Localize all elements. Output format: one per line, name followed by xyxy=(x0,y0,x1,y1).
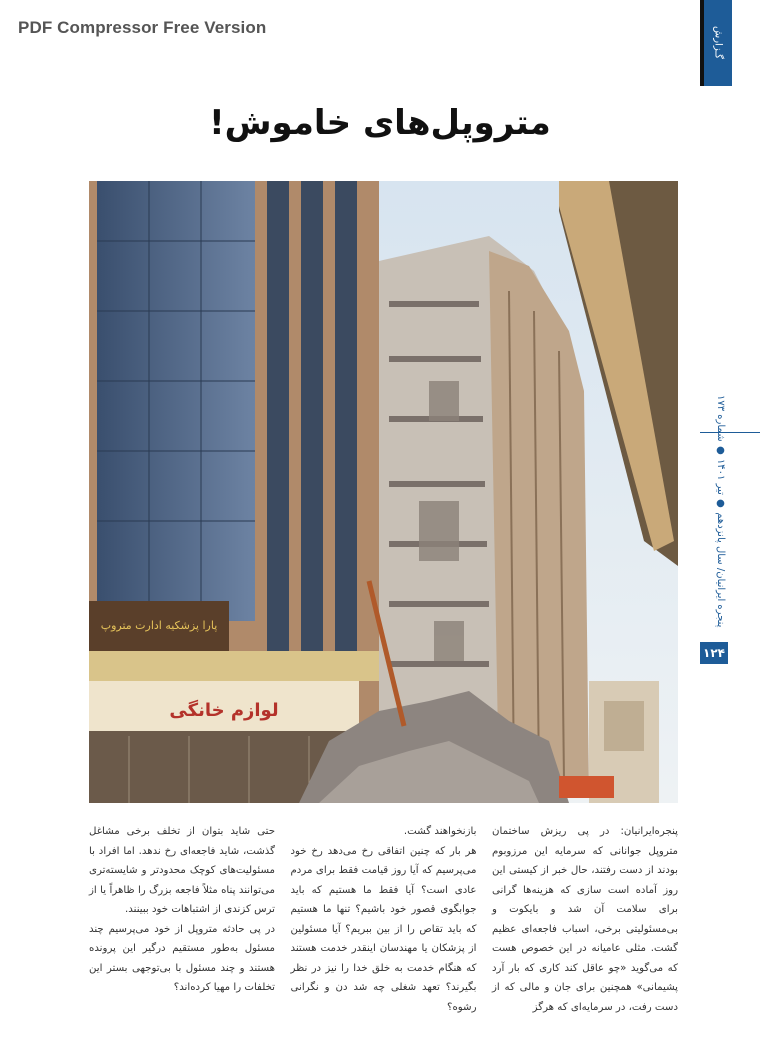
text-column-2 xyxy=(290,822,477,1013)
sign-main-text: لوازم خانگی xyxy=(169,700,279,721)
watermark-text: PDF Compressor Free Version xyxy=(18,18,267,37)
paragraph: پنجره‌ایرانیان: در پی ریزش ساختمان متروپل جوانانی که سرمایه این مرزوبوم بودند از دست رفتند، حال خبر از کیستی این روز آماده است سازی که هزینه‌ها گرانی برای سلامت آن شد و بایکوت و بی‌مسئولیتی برخی، اسباب فاجعه‌ای عظیم گشت. مثلی عامیانه در این خصوص هست که می‌گوید «چو عاقل کند کاری که بار آرد پشیمانی» همچنین برای جان و مالی که از دست رفت، در سرمایه‌ای که هرگز xyxy=(492,826,678,1013)
section-tab-label: گـزارش xyxy=(712,26,724,60)
paragraph: حتی شاید بتوان از تخلف برخی مشاغل گذشت، شاید فاجعه‌ای رخ ندهد. اما افراد با مسئولیت‌های کوچک محدودتر و شایسته‌تری می‌توانند پناه مثلاً فاجعه بزرگ را ظاهراً یا از ترس کزندی از اشتباهات خود ببینند. xyxy=(89,826,275,915)
article-body xyxy=(89,822,678,1013)
issue-caption: پنجره ایرانیان/ سال پانزدهم ● تیر ۱۴۰۱ ● شماره ۱۷۳ xyxy=(715,394,726,627)
paragraph: در پی حادثه متروپل از خود می‌پرسیم چند مسئول به‌طور مستقیم درگیر این پرونده هستند و چند مسئول با بی‌توجهی بستر این تخلفات را مهیا کرده‌اند؟ xyxy=(89,923,275,993)
sign-top-text: پارا پزشکیه ادارت متروپ xyxy=(100,619,218,632)
text-column-1 xyxy=(492,822,678,1013)
side-rule xyxy=(700,432,760,433)
page-number: ۱۲۴ xyxy=(700,642,728,664)
paragraph: هر بار که چنین اتفاقی رخ می‌دهد رخ خود می‌پرسیم که آیا روز قیامت فقط برای مردم عادی است؟ آیا فقط ما هستیم که باید جوابگوی قصور خود باشیم؟ تنها ما هستیم که باید تقاص را از بین ببریم؟ آیا مسئولین از پزشکان یا مهندسان اینقدر خدمت هستند که هنگام خدمت به خلق خدا را نیز در نظر بگیرند؟ تعهد شغلی چه شد دن و نگرانی رشوه؟ xyxy=(290,845,477,1013)
article-photo xyxy=(89,181,678,803)
article-title: متروپل‌های خاموش! xyxy=(209,103,551,143)
section-tab xyxy=(700,0,732,86)
text-column-3 xyxy=(89,822,275,993)
paragraph: بازنخواهند گشت. xyxy=(403,826,477,837)
collapsed-building-illustration xyxy=(89,181,678,803)
